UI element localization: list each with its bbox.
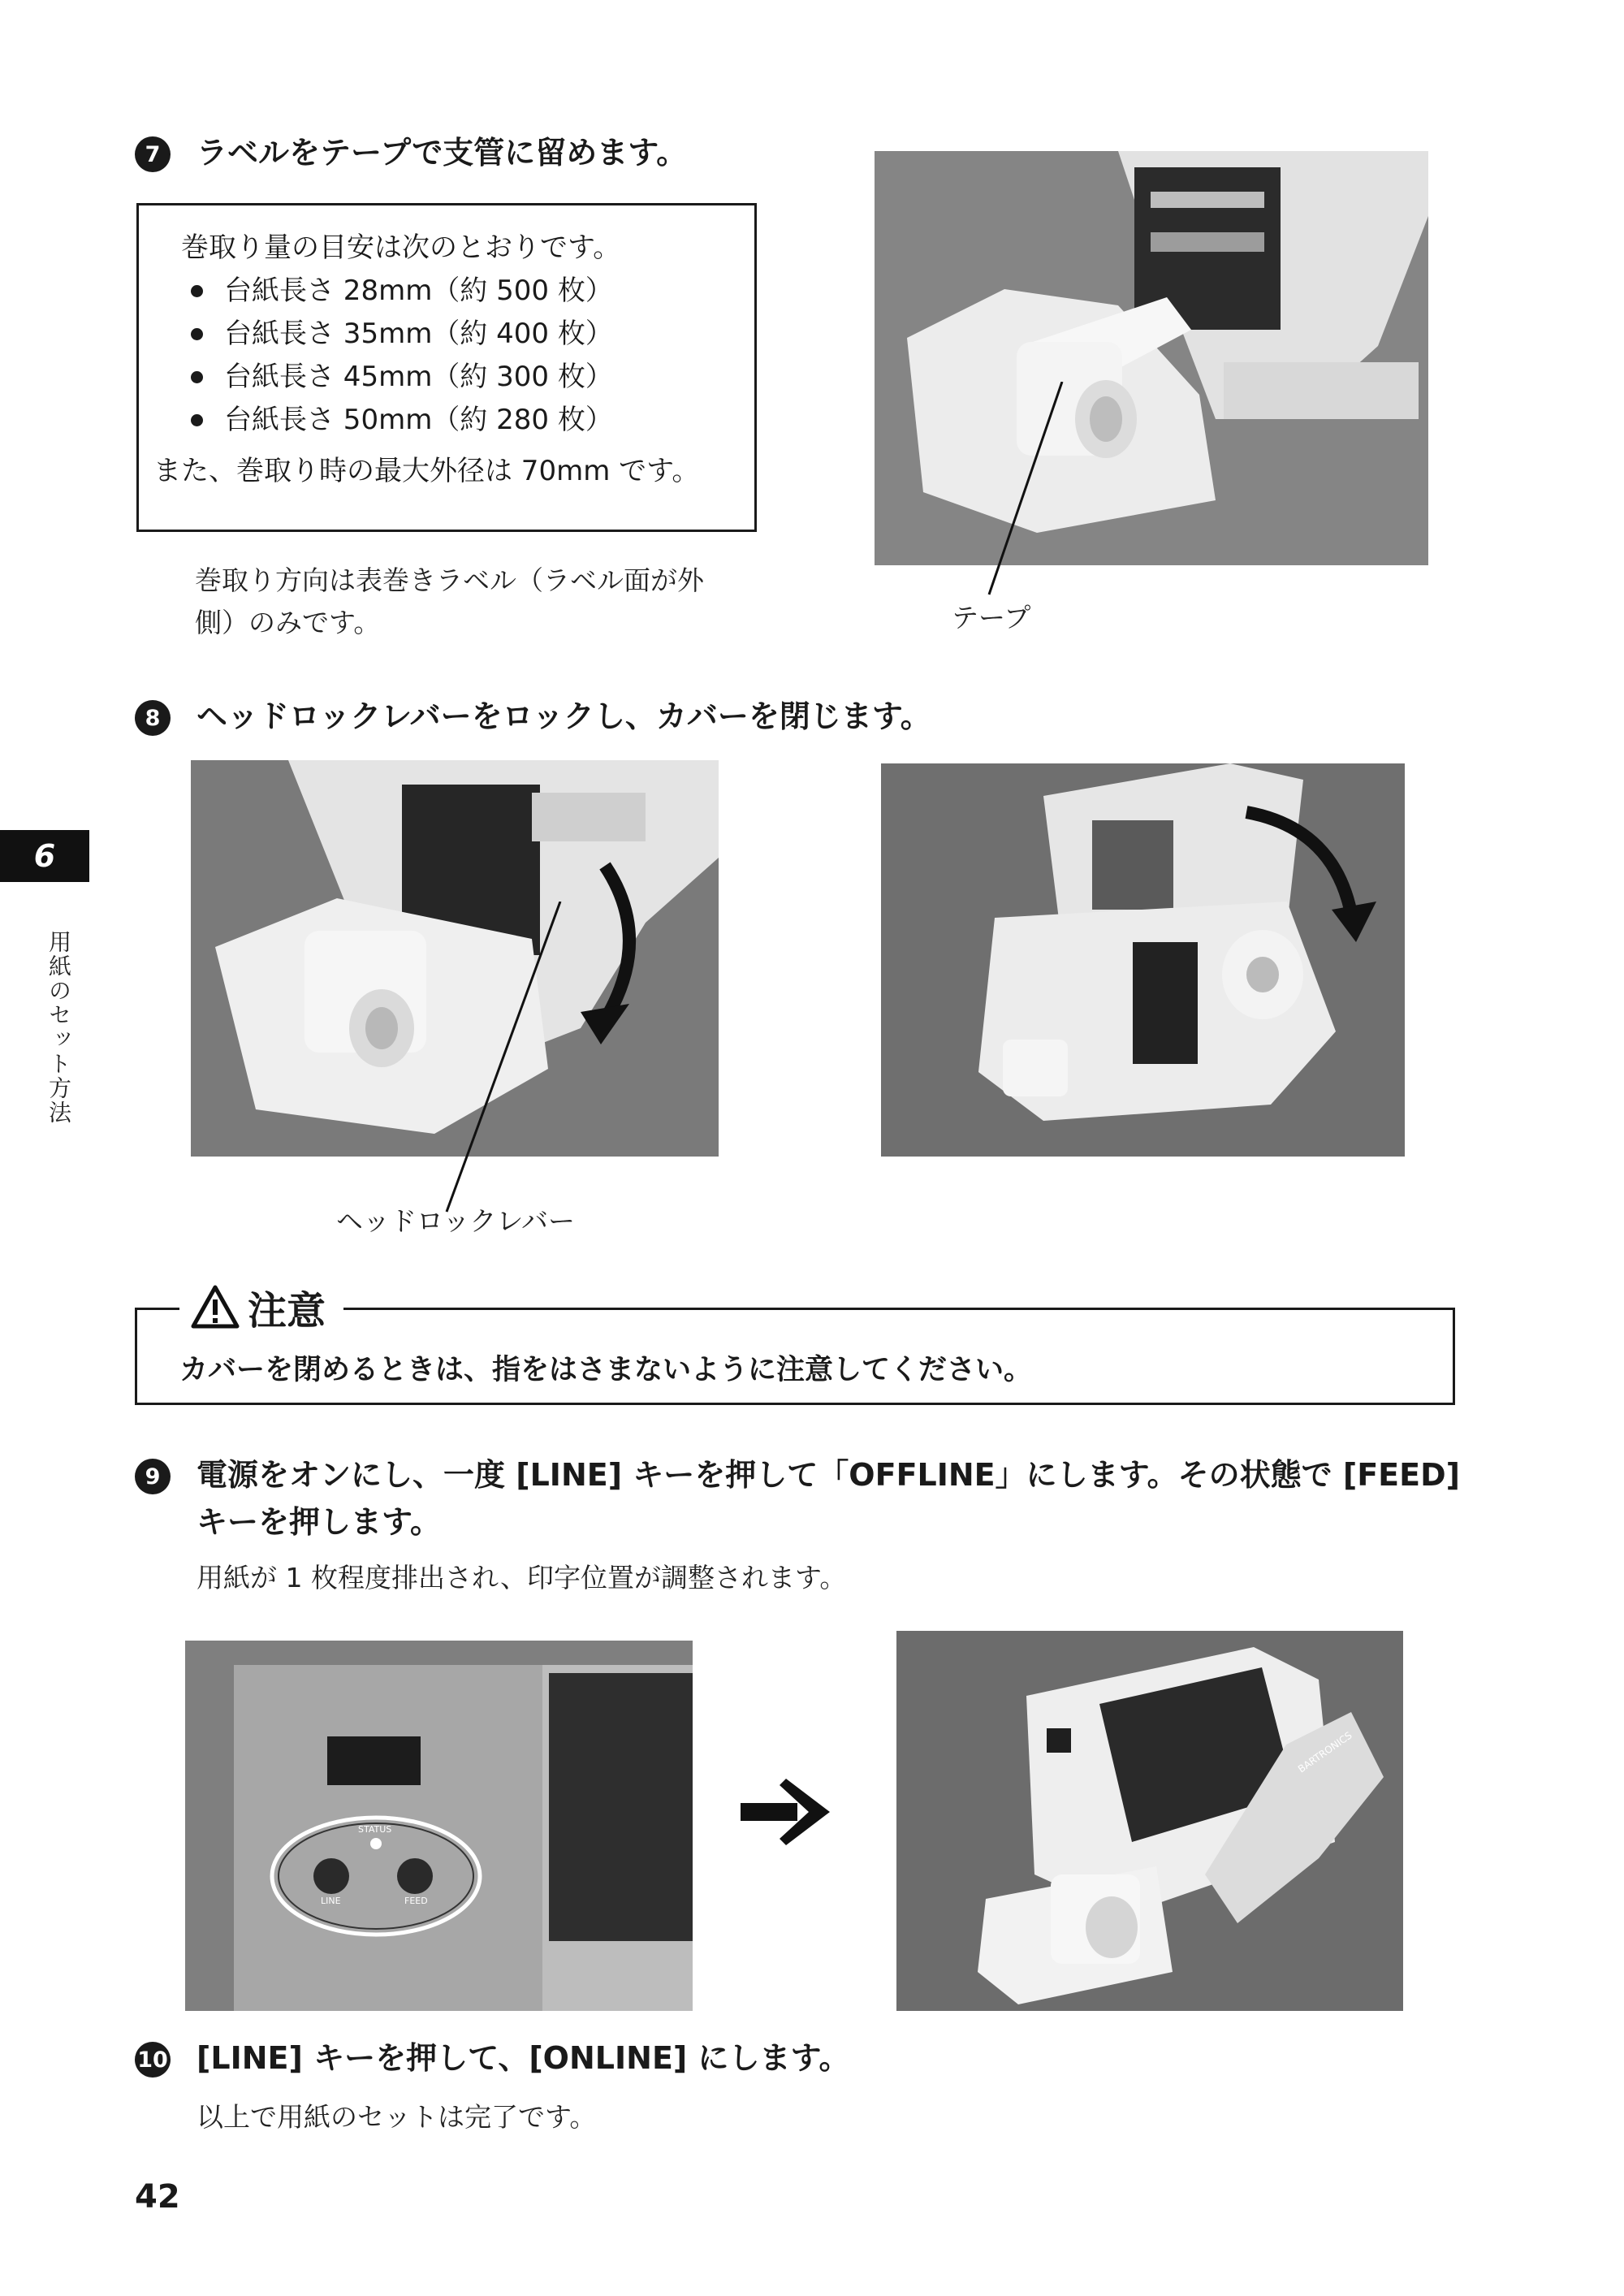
caution-title: 注意 xyxy=(248,1287,326,1334)
step7-number: 7 xyxy=(135,136,171,172)
page-number: 42 xyxy=(135,2178,180,2216)
step7-title: ラベルをテープで支管に留めます。 xyxy=(197,135,688,171)
info-bullet: 台紙長さ 45mm（約 300 枚） xyxy=(181,356,754,399)
photo-close-cover xyxy=(881,763,1405,1157)
step10-number: 10 xyxy=(135,2042,171,2078)
photo-tape-rewind xyxy=(875,151,1428,565)
step10-title: [LINE] キーを押して、[ONLINE] にします。 xyxy=(197,2040,850,2076)
step10-body: 以上で用紙のセットは完了です。 xyxy=(197,2101,597,2133)
winding-info-box xyxy=(136,203,757,532)
info-max-diameter: また、巻取り時の最大外径は 70mm です。 xyxy=(153,455,700,487)
lever-callout-line xyxy=(438,902,568,1218)
winding-direction-note-2: 側）のみです。 xyxy=(195,607,381,638)
right-arrow-icon xyxy=(739,1775,833,1848)
panel-line-label: LINE xyxy=(321,1896,341,1906)
chapter-label: 用紙のセット方法 xyxy=(45,930,72,1125)
info-bullet: 台紙長さ 50mm（約 280 枚） xyxy=(181,399,754,442)
photo-control-panel xyxy=(185,1641,693,2011)
step9-number: 9 xyxy=(135,1459,171,1494)
info-intro: 巻取り量の目安は次のとおりです。 xyxy=(181,231,621,264)
tape-callout-label: テープ xyxy=(952,602,1031,633)
info-bullet: 台紙長さ 28mm（約 500 枚） xyxy=(181,270,754,313)
caution-text: カバーを閉めるときは、指をはさまないように注意してください。 xyxy=(179,1354,1033,1386)
chapter-tab: 6 xyxy=(0,830,89,882)
printer-brand-label: BARTRONICS xyxy=(1296,1729,1354,1775)
photo-printer-feed xyxy=(896,1631,1403,2011)
lever-callout-label: ヘッドロックレバー xyxy=(336,1205,576,1237)
step9-title-line2: キーを押します。 xyxy=(197,1504,441,1540)
info-bullet: 台紙長さ 35mm（約 400 枚） xyxy=(181,313,754,356)
tape-callout-line xyxy=(974,382,1072,601)
step9-body: 用紙が 1 枚程度排出され、印字位置が調整されます。 xyxy=(197,1562,847,1593)
step9-title-line1: 電源をオンにし、一度 [LINE] キーを押して「OFFLINE」にします。その状態で [FEED] xyxy=(197,1457,1460,1493)
panel-status-label: STATUS xyxy=(358,1824,392,1835)
caution-box xyxy=(135,1287,1455,1405)
winding-direction-note-1: 巻取り方向は表巻きラベル（ラベル面が外 xyxy=(195,564,704,596)
step8-number: 8 xyxy=(135,700,171,736)
panel-feed-label: FEED xyxy=(404,1896,428,1906)
warning-icon xyxy=(191,1284,240,1330)
caution-header xyxy=(179,1274,343,1339)
step8-title: ヘッドロックレバーをロックし、カバーを閉じます。 xyxy=(197,698,931,734)
